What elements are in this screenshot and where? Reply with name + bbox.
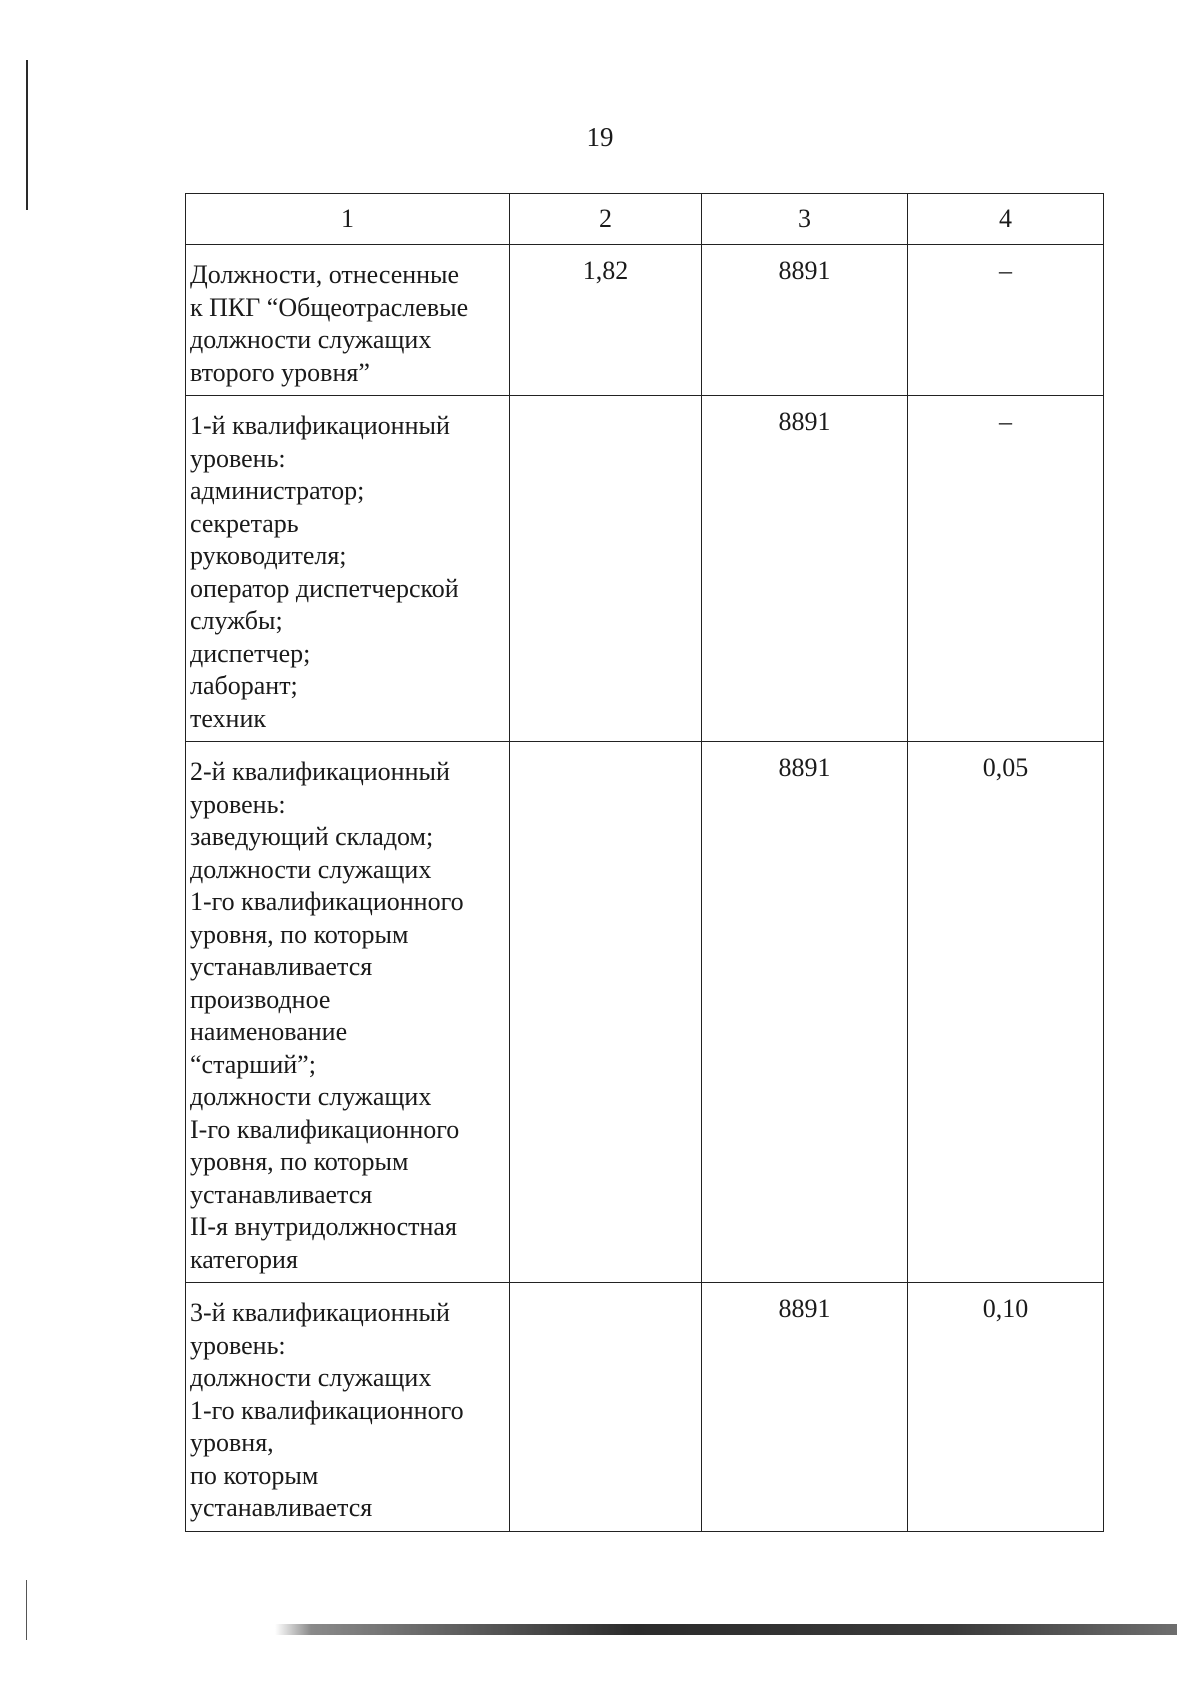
text-line: должности служащих bbox=[190, 325, 432, 354]
text-line: 1-го квалификационного bbox=[190, 887, 464, 916]
left-margin-line-lower bbox=[26, 1580, 27, 1640]
text-line: уровень: bbox=[190, 789, 286, 819]
text-line: должности служащих bbox=[190, 1082, 432, 1111]
text-line: второго уровня” bbox=[190, 357, 370, 387]
table-row bbox=[186, 742, 1104, 1283]
text-line: 1-й квалификационный bbox=[190, 411, 450, 440]
text-line: I-го квалификационного bbox=[190, 1114, 460, 1144]
text-line: секретарь bbox=[190, 508, 299, 538]
increase-coefficient-cell: – bbox=[908, 245, 1104, 396]
text-line: должности служащих bbox=[190, 1363, 432, 1392]
text-line: категория bbox=[190, 1244, 298, 1274]
page-number: 19 bbox=[586, 122, 614, 152]
salary-cell: 8891 bbox=[702, 742, 908, 1283]
header-cell-4: 4 bbox=[908, 194, 1104, 245]
text-line: оператор диспетчерской bbox=[190, 573, 459, 603]
text-line: службы; bbox=[190, 606, 283, 635]
text-line: уровень: bbox=[190, 1330, 286, 1360]
header-cell-1: 1 bbox=[186, 194, 510, 245]
table-header-row bbox=[186, 194, 1104, 245]
increase-coefficient-cell: 0,05 bbox=[908, 742, 1104, 1283]
increase-coefficient-cell: – bbox=[908, 396, 1104, 742]
text-line: “старший”; bbox=[190, 1049, 316, 1079]
salary-cell: 8891 bbox=[702, 245, 908, 396]
position-description-cell bbox=[186, 742, 510, 1283]
table-row bbox=[186, 245, 1104, 396]
salary-cell: 8891 bbox=[702, 396, 908, 742]
coefficient-cell bbox=[510, 742, 702, 1283]
text-line: заведующий складом; bbox=[190, 822, 434, 851]
coefficient-cell bbox=[510, 396, 702, 742]
text-line: устанавливается bbox=[190, 1493, 373, 1522]
text-line: должности служащих bbox=[190, 854, 432, 884]
text-line: техник bbox=[190, 703, 267, 733]
text-line: 1-го квалификационного bbox=[190, 1395, 464, 1425]
text-line: к ПКГ “Общеотраслевые bbox=[190, 292, 469, 322]
text-line: производное bbox=[190, 984, 331, 1014]
salary-table bbox=[185, 193, 1104, 1532]
header-cell-2: 2 bbox=[510, 194, 702, 245]
scan-edge-shadow bbox=[275, 1624, 1177, 1635]
coefficient-cell bbox=[510, 1283, 702, 1532]
text-line: уровня, по которым bbox=[190, 919, 409, 949]
text-line: руководителя; bbox=[190, 541, 347, 570]
text-line: уровень: bbox=[190, 443, 286, 473]
text-line: уровня, по которым bbox=[190, 1147, 409, 1176]
table-row bbox=[186, 1283, 1104, 1532]
text-line: лаборант; bbox=[190, 671, 298, 700]
text-line: устанавливается bbox=[190, 1179, 373, 1209]
text-line: устанавливается bbox=[190, 952, 373, 981]
position-description-cell bbox=[186, 245, 510, 396]
table-row bbox=[186, 396, 1104, 742]
text-line: уровня, bbox=[190, 1428, 274, 1457]
text-line: по которым bbox=[190, 1460, 319, 1490]
text-line: наименование bbox=[190, 1017, 348, 1046]
text-line: 3-й квалификационный bbox=[190, 1298, 450, 1327]
text-line: II-я внутридолжностная bbox=[190, 1212, 457, 1241]
position-description-cell bbox=[186, 1283, 510, 1532]
salary-cell: 8891 bbox=[702, 1283, 908, 1532]
text-line: Должности, отнесенные bbox=[190, 260, 460, 289]
header-cell-3: 3 bbox=[702, 194, 908, 245]
increase-coefficient-cell: 0,10 bbox=[908, 1283, 1104, 1532]
coefficient-cell: 1,82 bbox=[510, 245, 702, 396]
text-line: 2-й квалификационный bbox=[190, 757, 450, 786]
text-line: администратор; bbox=[190, 476, 365, 505]
text-line: диспетчер; bbox=[190, 638, 311, 668]
position-description-cell bbox=[186, 396, 510, 742]
